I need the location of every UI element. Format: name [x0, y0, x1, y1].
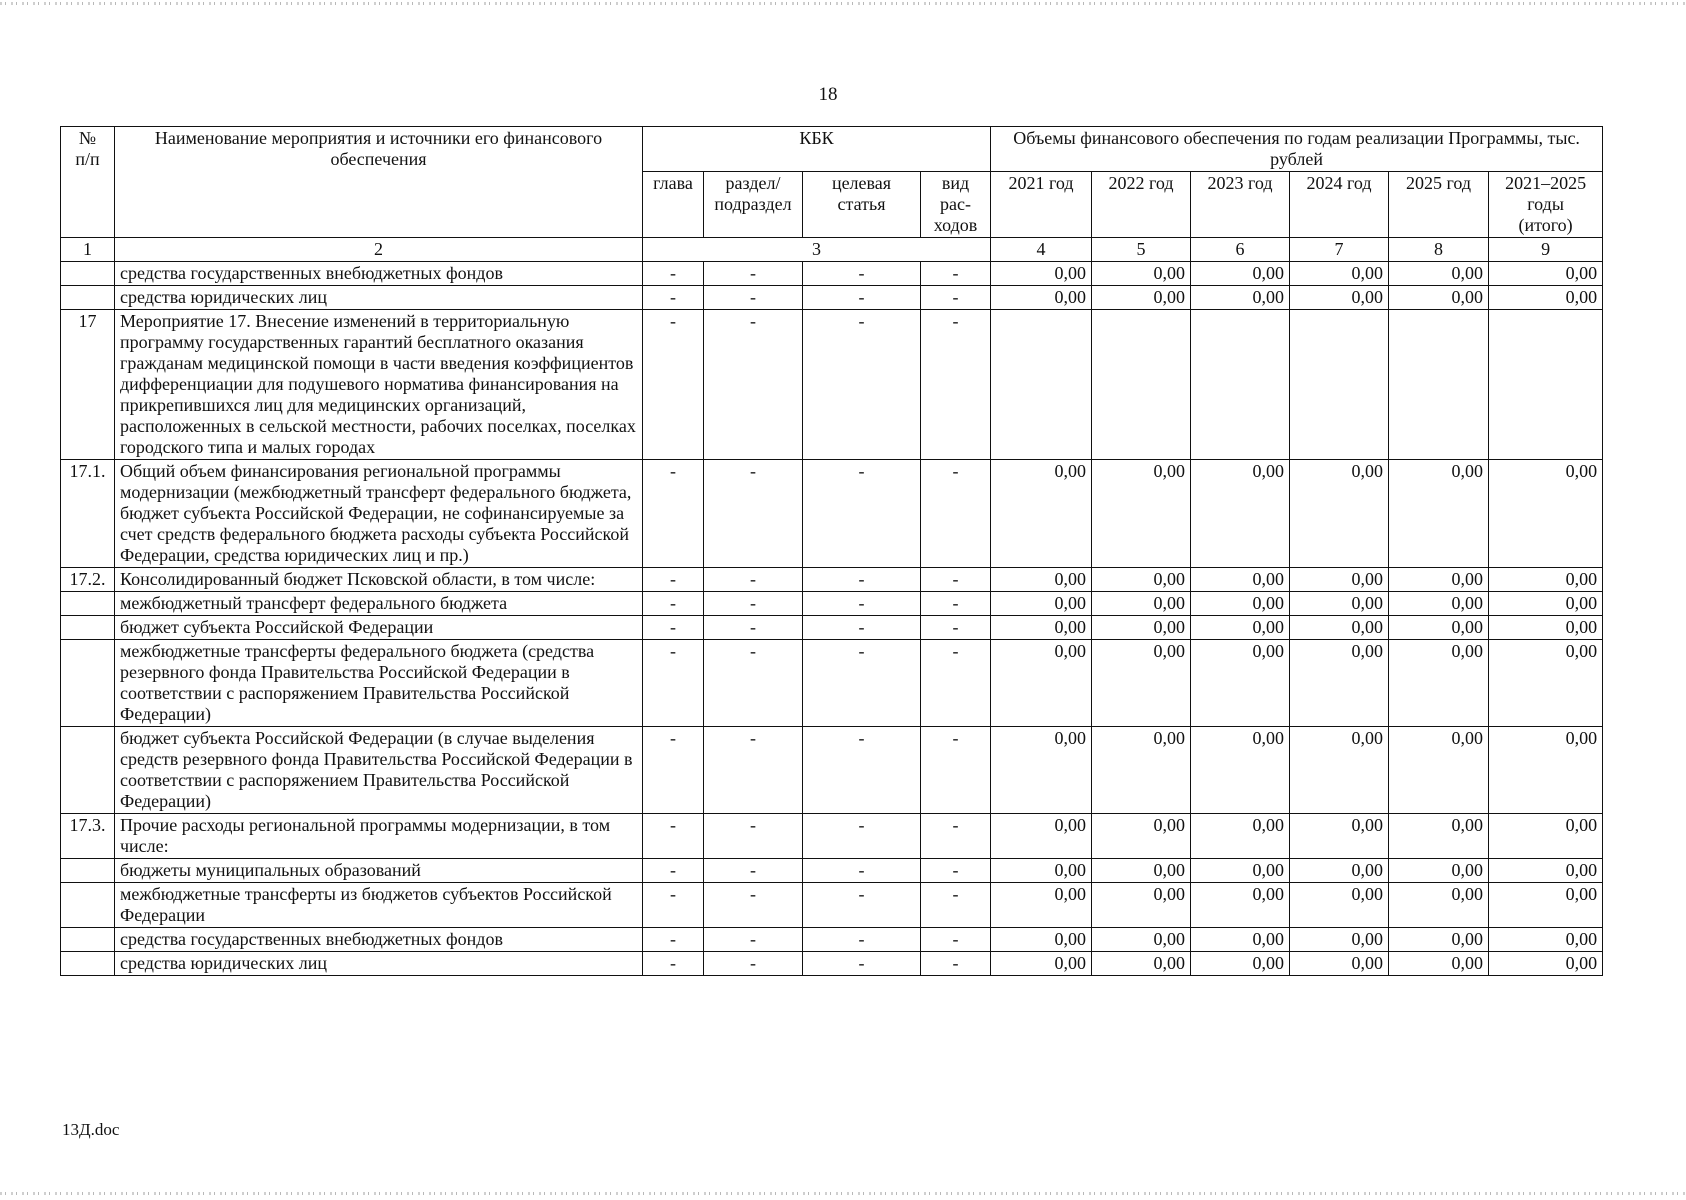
- kbk-glava-cell: -: [643, 310, 704, 460]
- value-total: 0,00: [1489, 814, 1603, 859]
- table-row: [61, 883, 1603, 928]
- value-2025: 0,00: [1389, 592, 1489, 616]
- row-name: Прочие расходы региональной программы модернизации, в том числе:: [115, 814, 643, 859]
- row-number: [61, 883, 115, 928]
- kbk-razdel-cell: -: [704, 952, 803, 976]
- kbk-razdel-cell: -: [704, 262, 803, 286]
- kbk-razdel-cell: -: [704, 814, 803, 859]
- kbk-glava-cell: -: [643, 727, 704, 814]
- header-name: Наименование мероприятия и источники его финансового обеспечения: [115, 127, 643, 238]
- value-total: 0,00: [1489, 883, 1603, 928]
- table-row: [61, 568, 1603, 592]
- kbk-statya-cell: -: [803, 952, 921, 976]
- row-name: межбюджетные трансферты федерального бюджета (средства резервного фонда Правительства Российской Федерации в соответствии с распоряжением Правительства Российской Федерации): [115, 640, 643, 727]
- value-2021: 0,00: [991, 262, 1092, 286]
- value-total: 0,00: [1489, 568, 1603, 592]
- header-year-2022: 2022 год: [1092, 172, 1191, 238]
- page-number: 18: [818, 84, 838, 105]
- value-2021: 0,00: [991, 952, 1092, 976]
- kbk-vid-cell: -: [921, 859, 991, 883]
- header-kbk-vid: вид рас- ходов: [921, 172, 991, 238]
- value-2024: 0,00: [1290, 262, 1389, 286]
- header-year-2023: 2023 год: [1191, 172, 1290, 238]
- kbk-statya-cell: -: [803, 727, 921, 814]
- kbk-razdel-cell: -: [704, 592, 803, 616]
- kbk-glava-cell: -: [643, 640, 704, 727]
- kbk-razdel-cell: -: [704, 928, 803, 952]
- value-2025: 0,00: [1389, 883, 1489, 928]
- index-col-1: 1: [61, 238, 115, 262]
- table-row: [61, 727, 1603, 814]
- kbk-razdel-cell: -: [704, 640, 803, 727]
- kbk-vid-cell: -: [921, 727, 991, 814]
- value-2024: 0,00: [1290, 286, 1389, 310]
- row-number: [61, 928, 115, 952]
- table-row: [61, 310, 1603, 460]
- kbk-statya-cell: -: [803, 814, 921, 859]
- header-year-2021: 2021 год: [991, 172, 1092, 238]
- scan-edge-bottom: [0, 1192, 1686, 1195]
- kbk-vid-cell: -: [921, 883, 991, 928]
- kbk-statya-cell: -: [803, 928, 921, 952]
- header-volumes: Объемы финансового обеспечения по годам реализации Программы, тыс. рублей: [991, 127, 1603, 172]
- value-2025: 0,00: [1389, 262, 1489, 286]
- value-2021: 0,00: [991, 460, 1092, 568]
- value-2023: 0,00: [1191, 592, 1290, 616]
- value-2025: 0,00: [1389, 814, 1489, 859]
- kbk-glava-cell: -: [643, 952, 704, 976]
- row-number: [61, 952, 115, 976]
- kbk-razdel-cell: -: [704, 616, 803, 640]
- row-number: 17: [61, 310, 115, 460]
- value-2025: 0,00: [1389, 616, 1489, 640]
- table-row: [61, 262, 1603, 286]
- table-row: [61, 952, 1603, 976]
- value-2023: 0,00: [1191, 616, 1290, 640]
- kbk-razdel-cell: -: [704, 460, 803, 568]
- financing-table: [60, 126, 1603, 976]
- value-2025: 0,00: [1389, 640, 1489, 727]
- index-col-3: 3: [643, 238, 991, 262]
- value-2025: 0,00: [1389, 859, 1489, 883]
- header-year-total: 2021–2025 годы (итого): [1489, 172, 1603, 238]
- index-col-7: 7: [1290, 238, 1389, 262]
- row-number: [61, 640, 115, 727]
- value-2023: 0,00: [1191, 727, 1290, 814]
- row-name: бюджеты муниципальных образований: [115, 859, 643, 883]
- index-row: [61, 238, 1603, 262]
- value-2023: [1191, 310, 1290, 460]
- value-2021: 0,00: [991, 286, 1092, 310]
- kbk-vid-cell: -: [921, 568, 991, 592]
- table-row: [61, 928, 1603, 952]
- row-name: средства юридических лиц: [115, 952, 643, 976]
- row-number: 17.1.: [61, 460, 115, 568]
- value-2021: 0,00: [991, 616, 1092, 640]
- index-col-2: 2: [115, 238, 643, 262]
- kbk-glava-cell: -: [643, 814, 704, 859]
- kbk-vid-cell: -: [921, 928, 991, 952]
- kbk-glava-cell: -: [643, 928, 704, 952]
- kbk-glava-cell: -: [643, 859, 704, 883]
- value-2024: 0,00: [1290, 883, 1389, 928]
- value-2024: 0,00: [1290, 952, 1389, 976]
- index-col-4: 4: [991, 238, 1092, 262]
- kbk-statya-cell: -: [803, 460, 921, 568]
- value-2023: 0,00: [1191, 814, 1290, 859]
- value-2022: 0,00: [1092, 616, 1191, 640]
- table-row: [61, 814, 1603, 859]
- row-name: Общий объем финансирования региональной программы модернизации (межбюджетный трансферт федерального бюджета, бюджет субъекта Российской Федерации, не софинансируемые за счет средств федерального бюджета расходы субъекта Российской Федерации, средства юридических лиц и пр.): [115, 460, 643, 568]
- value-2025: 0,00: [1389, 286, 1489, 310]
- row-name: межбюджетные трансферты из бюджетов субъектов Российской Федерации: [115, 883, 643, 928]
- value-2021: 0,00: [991, 640, 1092, 727]
- kbk-vid-cell: -: [921, 616, 991, 640]
- value-2021: 0,00: [991, 727, 1092, 814]
- row-number: [61, 616, 115, 640]
- kbk-vid-cell: -: [921, 286, 991, 310]
- kbk-glava-cell: -: [643, 616, 704, 640]
- kbk-statya-cell: -: [803, 568, 921, 592]
- value-total: 0,00: [1489, 928, 1603, 952]
- row-number: [61, 859, 115, 883]
- header-kbk-razdel: раздел/ подраздел: [704, 172, 803, 238]
- kbk-statya-cell: -: [803, 616, 921, 640]
- kbk-vid-cell: -: [921, 640, 991, 727]
- value-2021: 0,00: [991, 592, 1092, 616]
- value-total: 0,00: [1489, 286, 1603, 310]
- header-kbk-glava: глава: [643, 172, 704, 238]
- row-number: [61, 262, 115, 286]
- value-2025: 0,00: [1389, 568, 1489, 592]
- value-2022: 0,00: [1092, 928, 1191, 952]
- kbk-glava-cell: -: [643, 883, 704, 928]
- value-2021: [991, 310, 1092, 460]
- value-2024: 0,00: [1290, 859, 1389, 883]
- table-row: [61, 859, 1603, 883]
- kbk-razdel-cell: -: [704, 568, 803, 592]
- kbk-razdel-cell: -: [704, 727, 803, 814]
- header-row-1: [61, 127, 1603, 172]
- value-2021: 0,00: [991, 883, 1092, 928]
- kbk-razdel-cell: -: [704, 286, 803, 310]
- value-2022: 0,00: [1092, 883, 1191, 928]
- row-name: межбюджетный трансферт федерального бюджета: [115, 592, 643, 616]
- value-2022: 0,00: [1092, 859, 1191, 883]
- value-total: 0,00: [1489, 640, 1603, 727]
- kbk-vid-cell: -: [921, 952, 991, 976]
- kbk-glava-cell: -: [643, 286, 704, 310]
- kbk-razdel-cell: -: [704, 310, 803, 460]
- value-2021: 0,00: [991, 814, 1092, 859]
- value-2024: 0,00: [1290, 727, 1389, 814]
- row-name: Консолидированный бюджет Псковской области, в том числе:: [115, 568, 643, 592]
- value-2022: 0,00: [1092, 592, 1191, 616]
- value-2023: 0,00: [1191, 262, 1290, 286]
- value-2024: 0,00: [1290, 928, 1389, 952]
- value-2022: 0,00: [1092, 262, 1191, 286]
- value-total: 0,00: [1489, 592, 1603, 616]
- index-col-6: 6: [1191, 238, 1290, 262]
- scan-edge-top: [0, 2, 1686, 5]
- value-2024: [1290, 310, 1389, 460]
- value-total: 0,00: [1489, 859, 1603, 883]
- value-2022: [1092, 310, 1191, 460]
- kbk-vid-cell: -: [921, 814, 991, 859]
- value-2025: [1389, 310, 1489, 460]
- value-2023: 0,00: [1191, 640, 1290, 727]
- value-2024: 0,00: [1290, 640, 1389, 727]
- value-2023: 0,00: [1191, 952, 1290, 976]
- value-2023: 0,00: [1191, 286, 1290, 310]
- footer-doc-name: 13Д.doc: [62, 1120, 120, 1139]
- value-total: 0,00: [1489, 262, 1603, 286]
- row-name: Мероприятие 17. Внесение изменений в территориальную программу государственных гарантий бесплатного оказания гражданам медицинской помощи в части введения коэффициентов дифференциации для подушевого норматива финансирования на прикрепившихся лиц для медицинских организаций, расположенных в сельской местности, рабочих поселках, поселках городского типа и малых городах: [115, 310, 643, 460]
- row-number: 17.3.: [61, 814, 115, 859]
- value-2022: 0,00: [1092, 640, 1191, 727]
- kbk-glava-cell: -: [643, 460, 704, 568]
- kbk-statya-cell: -: [803, 286, 921, 310]
- table-row: [61, 640, 1603, 727]
- value-2022: 0,00: [1092, 952, 1191, 976]
- table-row: [61, 286, 1603, 310]
- kbk-vid-cell: -: [921, 460, 991, 568]
- kbk-statya-cell: -: [803, 883, 921, 928]
- kbk-statya-cell: -: [803, 310, 921, 460]
- index-col-8: 8: [1389, 238, 1489, 262]
- value-2025: 0,00: [1389, 727, 1489, 814]
- value-total: 0,00: [1489, 727, 1603, 814]
- kbk-statya-cell: -: [803, 640, 921, 727]
- value-2023: 0,00: [1191, 460, 1290, 568]
- value-2025: 0,00: [1389, 928, 1489, 952]
- value-total: 0,00: [1489, 952, 1603, 976]
- table-row: [61, 592, 1603, 616]
- row-name: средства юридических лиц: [115, 286, 643, 310]
- value-2022: 0,00: [1092, 727, 1191, 814]
- value-2021: 0,00: [991, 568, 1092, 592]
- value-total: [1489, 310, 1603, 460]
- value-2024: 0,00: [1290, 616, 1389, 640]
- value-2024: 0,00: [1290, 568, 1389, 592]
- value-2022: 0,00: [1092, 568, 1191, 592]
- table-row: [61, 460, 1603, 568]
- kbk-statya-cell: -: [803, 262, 921, 286]
- row-number: 17.2.: [61, 568, 115, 592]
- kbk-glava-cell: -: [643, 568, 704, 592]
- kbk-razdel-cell: -: [704, 883, 803, 928]
- row-name: средства государственных внебюджетных фондов: [115, 928, 643, 952]
- value-2023: 0,00: [1191, 859, 1290, 883]
- value-2023: 0,00: [1191, 568, 1290, 592]
- value-2024: 0,00: [1290, 460, 1389, 568]
- row-number: [61, 592, 115, 616]
- value-2023: 0,00: [1191, 928, 1290, 952]
- row-number: [61, 727, 115, 814]
- header-kbk: КБК: [643, 127, 991, 172]
- value-2022: 0,00: [1092, 460, 1191, 568]
- value-2022: 0,00: [1092, 286, 1191, 310]
- kbk-razdel-cell: -: [704, 859, 803, 883]
- kbk-statya-cell: -: [803, 592, 921, 616]
- row-name: бюджет субъекта Российской Федерации: [115, 616, 643, 640]
- index-col-5: 5: [1092, 238, 1191, 262]
- row-name: бюджет субъекта Российской Федерации (в случае выделения средств резервного фонда Правительства Российской Федерации в соответствии с распоряжением Правительства Российской Федерации): [115, 727, 643, 814]
- value-total: 0,00: [1489, 616, 1603, 640]
- row-number: [61, 286, 115, 310]
- kbk-statya-cell: -: [803, 859, 921, 883]
- value-2023: 0,00: [1191, 883, 1290, 928]
- kbk-glava-cell: -: [643, 592, 704, 616]
- value-total: 0,00: [1489, 460, 1603, 568]
- header-num: № п/п: [61, 127, 115, 238]
- table-row: [61, 616, 1603, 640]
- table-body: [61, 262, 1603, 976]
- row-name: средства государственных внебюджетных фондов: [115, 262, 643, 286]
- header-year-2024: 2024 год: [1290, 172, 1389, 238]
- value-2021: 0,00: [991, 859, 1092, 883]
- value-2025: 0,00: [1389, 952, 1489, 976]
- value-2021: 0,00: [991, 928, 1092, 952]
- kbk-vid-cell: -: [921, 262, 991, 286]
- kbk-vid-cell: -: [921, 310, 991, 460]
- value-2024: 0,00: [1290, 592, 1389, 616]
- value-2022: 0,00: [1092, 814, 1191, 859]
- value-2024: 0,00: [1290, 814, 1389, 859]
- index-col-9: 9: [1489, 238, 1603, 262]
- header-kbk-statya: целевая статья: [803, 172, 921, 238]
- header-year-2025: 2025 год: [1389, 172, 1489, 238]
- kbk-glava-cell: -: [643, 262, 704, 286]
- value-2025: 0,00: [1389, 460, 1489, 568]
- kbk-vid-cell: -: [921, 592, 991, 616]
